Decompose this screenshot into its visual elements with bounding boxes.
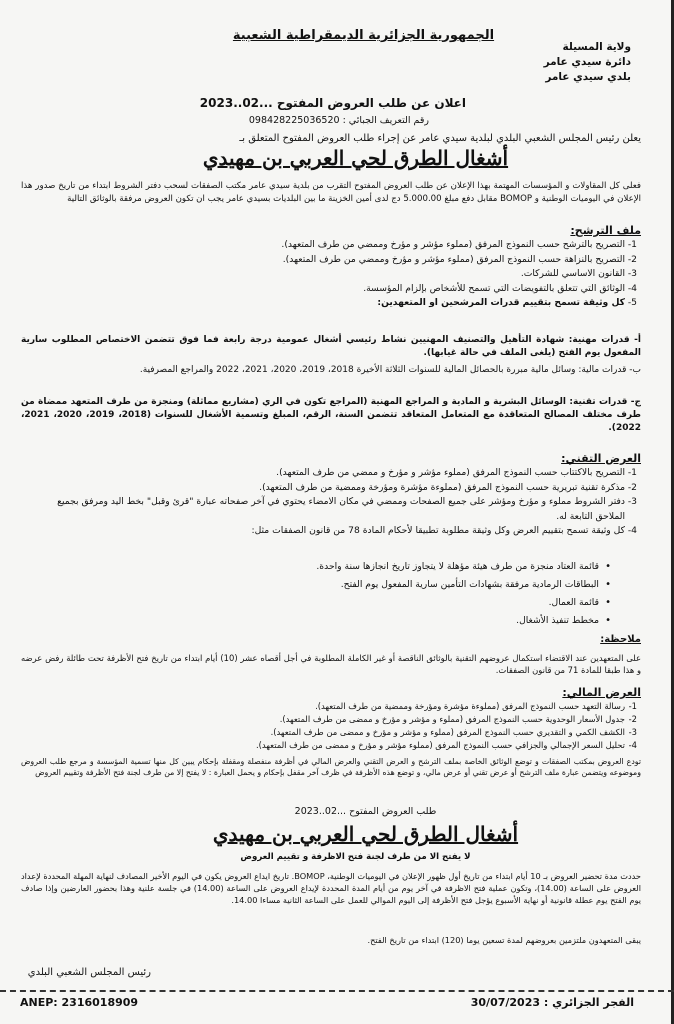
financial-list [37, 700, 637, 752]
note-text: على المتعهدين عند الاقتضاء استكمال عروضهم التقنية بالوثائق الناقصة أو غير الكاملة المطلوبة في أجل أقصاه عشر (10) أيام ابتداء من تاريخ فتح الأظرفة تحت طائلة رفض عرضه و هذا طبقا للمادة 71 من قانون الصفقات. [21, 653, 642, 675]
admin-block [544, 40, 631, 85]
tender-reference: طلب العروض المفتوح ...02..2023 [294, 806, 437, 817]
daira-label: دائرة سيدي عامر [543, 56, 631, 68]
candidacy-list [37, 238, 637, 311]
technical-list [37, 466, 637, 539]
anep-reference: ANEP: 2316018909 [20, 996, 139, 1009]
announcement-title: اعلان عن طلب العروض المفتوح ...02..2023 [199, 96, 466, 110]
list-item: 4- كل وثيقة تسمح بتقييم العرض وكل وثيقة مطلوبة تطبيقا لأحكام المادة 78 من قانون الصفقات مثل: [251, 525, 637, 536]
list-item: 1- التصريح بالترشح حسب النموذج المرفق (مملوء مؤشر و مؤرخ وممضي من طرف المتعهد). [281, 239, 637, 250]
envelope-notice: لا يفتح الا من طرف لجنة فتح الاظرفة و تقييم العروض [240, 852, 471, 862]
capacity-technical: ج- قدرات تقنية: الوسائل البشرية و المادية و المراجع المهنية (المراجع تكون في الري (مشاريع مماثلة) ومنجزة من طرف المتعهد ممضاة من طرف مختلف المصالح المتعاقدة مع المتعامل المتعاقد تتضمن السنة، الرقم، المبلغ وتسمية الأشغال للسنوات (2018، 2019، 2020، 2021، 2022). [21, 397, 641, 433]
list-item: 4- تحليل السعر الإجمالي والجزافي حسب النموذج المرفق (مملوء مؤشر و مؤرخ و ممضى من طرف المتعهد). [255, 740, 637, 750]
list-item: 4- الوثائق التي تتعلق بالتفويضات التي تسمح للأشخاص بإلزام المؤسسة. [363, 282, 637, 294]
submission-instructions: تودع العروض بمكتب الصفقات و توضع الوثائق الخاصة بملف الترشح و العرض التقني والعرض المالي في أظرفة منفصلة ومقفلة بإحكام يبين كل منها تسمية المؤسسة و مرجع طلب العروض وموضوعه ويتضمن عبارة ملف الترشح أو عرض تقني أو عرض مالي، و توضع هذه الأظرفة في ظرف آخر مقفل بإحكام و يحمل العبارة : لا يفتح إلا من طرف لجنة فتح الأظرفة وتقييم العروض [21, 757, 641, 777]
list-item: 3- دفتر الشروط مملوء و مؤرخ ومؤشر على جميع الصفحات وممضي في مكان الامضاء يحتوي في آخر صفحاته عبارة "قرئ وقبل" بخط اليد ومرفق بجميع الملاحق التابعة له. [57, 496, 637, 522]
list-item: 3- الكشف الكمي و التقديري حسب النموذج المرفق (مملوء و مؤشر و مؤرخ و ممضى من طرف المتعهد). [270, 727, 637, 737]
validity-paragraph: يبقى المتعهدون ملتزمين بعروضهم لمدة تسعين يوما (120) ابتداء من تاريخ الفتح. [367, 935, 641, 945]
financial-heading: العرض المالي: [562, 686, 641, 699]
capacity-professional: أ- قدرات مهنية: شهادة التأهيل والتصنيف المهنيين نشاط رئيسي أشغال عمومية درجة رابعة فما فوق تتضمن الاختصاص المطلوب سارية المفعول يوم الفتح (يلغى الملف في حالة غيابها). [21, 335, 641, 358]
list-item: 5- كل وثيقة تسمح بتقييم قدرات المرشحين او المتعهدين: [377, 297, 637, 308]
announcement-intro: يعلن رئيس المجلس الشعبي البلدي لبلدية سيدي عامر عن إجراء طلب العروض المفتوح المتعلق بـ [239, 133, 641, 144]
project-title: أشغال الطرق لحي العربي بن مهيدي [202, 146, 509, 170]
list-item: • مخطط تنفيذ الأشغال. [516, 615, 611, 626]
list-item: 3- القانون الاساسي للشركات. [520, 268, 637, 279]
mayor-signature: رئيس المجلس الشعبي البلدي [27, 967, 151, 978]
baladia-label: بلدي سيدي عامر [545, 71, 631, 83]
tax-id: رقم التعريف الجبائي : 098428225036520 [248, 115, 429, 126]
technical-heading: العرض التقني: [561, 452, 641, 465]
technical-sub-list [51, 558, 611, 630]
deadline-paragraph: حددت مدة تحضير العروض بـ 10 أيام ابتداء من تاريخ أول ظهور الإعلان في اليوميات الوطنية، BOMOP. تاريخ ايداع العروض يكون في اليوم الأخير المصادف لنهاية المهلة المحددة لإعداد العروض على الساعة (14.00)، وتكون عملية فتح الاظرفة في آخر يوم من أيام المدة المحددة لإيداع العروض على الساعة (14.00) في جلسة علنية وهذا بحضور العارضين وإذا صادف يوم الفتح يوم عطلة قانونية أو نهاية الأسبوع يؤجل فتح الأظرفة إلى اليوم الموالي للعمل على الساعة الثانية مساءا 14.00. [21, 871, 641, 905]
list-item: • قائمة العمال. [548, 597, 611, 608]
list-item: 2- مذكرة تقنية تبريرية حسب النموذج المرفق (مملوءة مؤشرة ومؤرخة وممضية من طرف المتعهد). [259, 481, 637, 493]
list-item: 2- التصريح بالنزاهة حسب النموذج المرفق (مملوء مؤشر و مؤرخ وممضي من طرف المتعهد). [282, 253, 637, 265]
publication-date: الفجر الجزائري : 30/07/2023 [470, 996, 634, 1009]
list-item: • البطاقات الرمادية مرفقة بشهادات التأمين سارية المفعول يوم الفتح. [340, 579, 611, 590]
list-item: 2- جدول الأسعار الوحدوية حسب النموذج المرفق (مملوء و مؤشر و مؤرخ و ممضى من طرف المتعهد). [279, 714, 637, 724]
note-heading: ملاحظة: [600, 634, 641, 645]
capacity-financial: ب- قدرات مالية: وسائل مالية مبررة بالحصائل المالية للسنوات الثلاثة الأخيرة 2018، 2019، 2020، 2021، 2022 والمراجع المصرفية. [139, 365, 641, 375]
list-item: 1- التصريح بالاكتتاب حسب النموذج المرفق (مملوء مؤشر و مؤرخ و ممضي من طرف المتعهد). [276, 467, 637, 478]
wilaya-label: ولاية المسيلة [562, 41, 631, 53]
republic-heading: الجمهورية الجزائرية الديمقراطية الشعبية [232, 28, 495, 43]
candidacy-heading: ملف الترشح: [570, 224, 641, 237]
footer-bar [0, 990, 674, 1020]
project-title-repeat: أشغال الطرق لحي العربي بن مهيدي [212, 822, 519, 846]
announcement-body: فعلى كل المقاولات و المؤسسات المهتمة بهذا الإعلان عن طلب العروض المفتوح التقرب من بلدية سيدي عامر مكتب الصفقات لسحب دفتر الشروط ابتداء من تاريخ صدور هذا الإعلان في اليوميات الوطنية و BOMOP مقابل دفع مبلغ 5.000.00 دج لدى أمين الخزينة ما بين البلديات بسيدي عامر يجب ان تكون العروض مرفقة بالوثائق التالية [21, 181, 641, 204]
list-item: • قائمة العتاد منجزة من طرف هيئة مؤهلة لا يتجاوز تاريخ انجازها سنة واحدة. [316, 561, 611, 572]
list-item: 1- رسالة التعهد حسب النموذج المرفق (مملوءة مؤشرة ومؤرخة وممضية من طرف المتعهد). [315, 701, 637, 711]
